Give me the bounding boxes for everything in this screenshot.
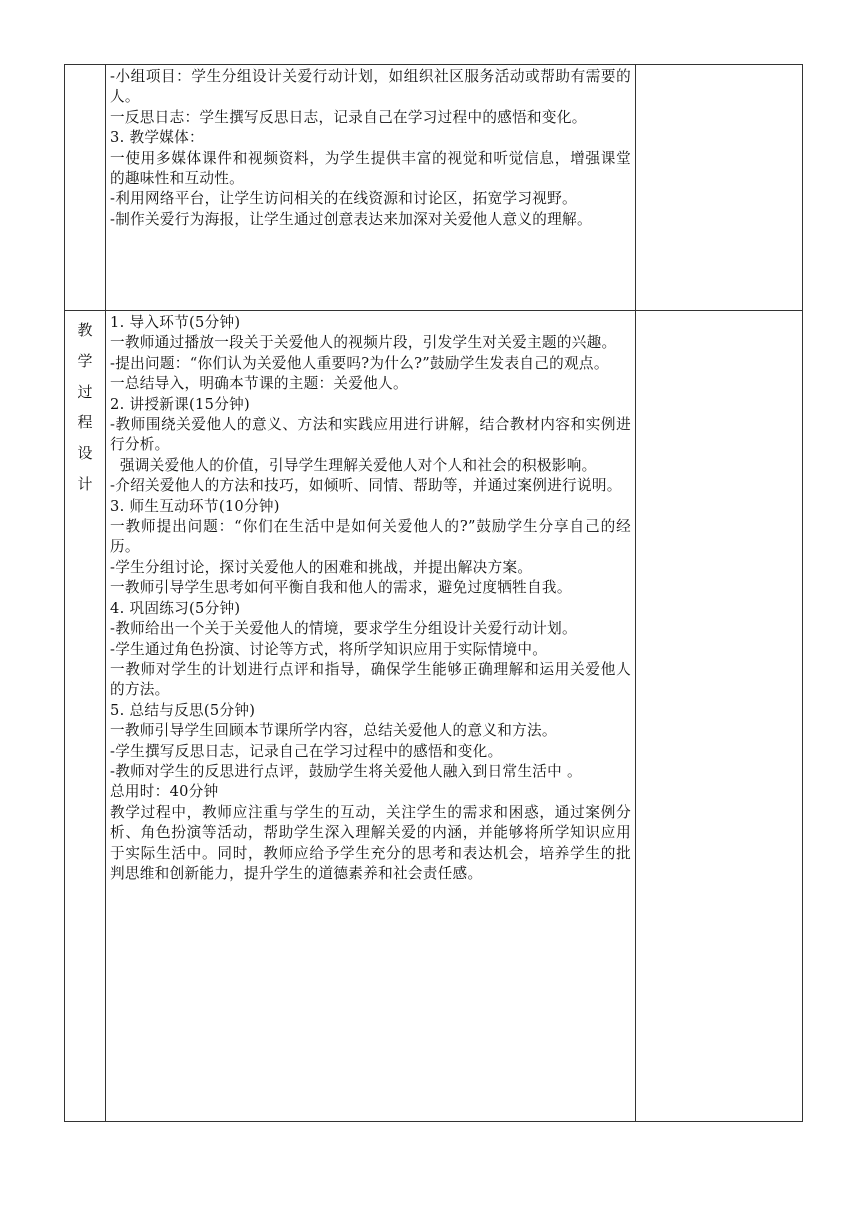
row-label-char: 学 <box>77 351 93 370</box>
paragraph: 一教师引导学生思考如何平衡自我和他人的需求，避免过度牺牲自我。 <box>110 579 572 597</box>
row-label-cell <box>65 65 106 311</box>
paragraph: 教学过程中，教师应注重与学生的互动，关注学生的需求和困惑，通过案例分析、角色扮演等活动，帮助学生深入理解关爱的内涵，并能够将所学知识应用于实际生活中。同时，教师应给予学生充分的思考和表达机会，培养学生的批判思维和创新能力，提升学生的道德素养和社会责任感。 <box>110 803 631 882</box>
row-label-char: 设 <box>77 444 93 463</box>
paragraph: 强调关爱他人的价值，引导学生理解关爱他人对个人和社会的积极影响。 <box>110 456 597 474</box>
notes-cell <box>636 65 803 311</box>
paragraph: -教师对学生的反思进行点评，鼓励学生将关爱他人融入到日常生活中 。 <box>110 762 582 780</box>
paragraph: -利用网络平台，让学生访问相关的在线资源和讨论区，拓宽学习视野。 <box>110 190 577 208</box>
content-cell <box>106 65 636 311</box>
paragraph: -学生通过角色扮演、讨论等方式，将所学知识应用于实际情境中。 <box>110 640 548 658</box>
row-label <box>65 311 105 500</box>
row-label <box>65 65 105 69</box>
paragraph: -提出问题：“你们认为关爱他人重要吗?为什么?”鼓励学生发表自己的观点。 <box>110 354 609 372</box>
paragraph: 5. 总结与反思(5分钟) <box>110 701 256 719</box>
paragraph: -小组项目：学生分组设计关爱行动计划，如组织社区服务活动或帮助有需要的人。 <box>110 68 631 106</box>
paragraph: -教师围绕关爱他人的意义、方法和实践应用进行讲解，结合教材内容和实例进行分析。 <box>110 416 631 454</box>
paragraph: 3. 师生互动环节(10分钟) <box>110 497 280 515</box>
paragraph: -介绍关爱他人的方法和技巧，如倾听、同情、帮助等，并通过案例进行说明。 <box>110 477 622 495</box>
paragraph: 总用时：40分钟 <box>110 783 219 801</box>
row-label-char: 教 <box>77 321 93 339</box>
row-label-char: 程 <box>77 413 93 432</box>
table-row <box>65 65 803 311</box>
lesson-plan-table <box>64 64 803 1122</box>
notes-cell <box>636 311 803 1122</box>
content-text <box>106 65 635 233</box>
paragraph: -教师给出一个关于关爱他人的情境，要求学生分组设计关爱行动计划。 <box>110 620 577 638</box>
paragraph: 一教师对学生的计划进行点评和指导，确保学生能够正确理解和运用关爱他人的方法。 <box>110 660 631 699</box>
paragraph: 3. 教学媒体： <box>110 129 204 147</box>
row-label-char: 过 <box>77 382 93 401</box>
content-cell <box>106 311 636 1122</box>
paragraph: -制作关爱行为海报，让学生通过创意表达来加深对关爱他人意义的理解。 <box>110 210 592 228</box>
row-label-cell <box>65 311 106 1122</box>
paragraph: 一教师引导学生回顾本节课所学内容，总结关爱他人的意义和方法。 <box>110 722 557 740</box>
paragraph: 2. 讲授新课(15分钟) <box>110 395 250 413</box>
paragraph: 1. 导入环节(5分钟) <box>110 314 241 331</box>
paragraph: 4. 巩固练习(5分钟) <box>110 599 241 617</box>
paragraph: 一反思日志：学生撰写反思日志，记录自己在学习过程中的感悟和变化。 <box>110 108 587 126</box>
paragraph: -学生分组讨论，探讨关爱他人的困难和挑战，并提出解决方案。 <box>110 558 533 576</box>
paragraph: 一总结导入，明确本节课的主题：关爱他人。 <box>110 375 408 393</box>
paragraph: 一教师提出问题：“你们在生活中是如何关爱他人的?”鼓励学生分享自己的经历。 <box>110 518 631 556</box>
content-text <box>106 311 635 887</box>
paragraph: 一使用多媒体课件和视频资料，为学生提供丰富的视觉和听觉信息，增强课堂的趣味性和互动性。 <box>110 149 631 188</box>
row-label-char: 计 <box>77 474 93 493</box>
paragraph: 一教师通过播放一段关于关爱他人的视频片段，引发学生对关爱主题的兴趣。 <box>110 334 617 352</box>
table-row <box>65 311 803 1122</box>
paragraph: -学生撰写反思日志，记录自己在学习过程中的感悟和变化。 <box>110 742 503 760</box>
